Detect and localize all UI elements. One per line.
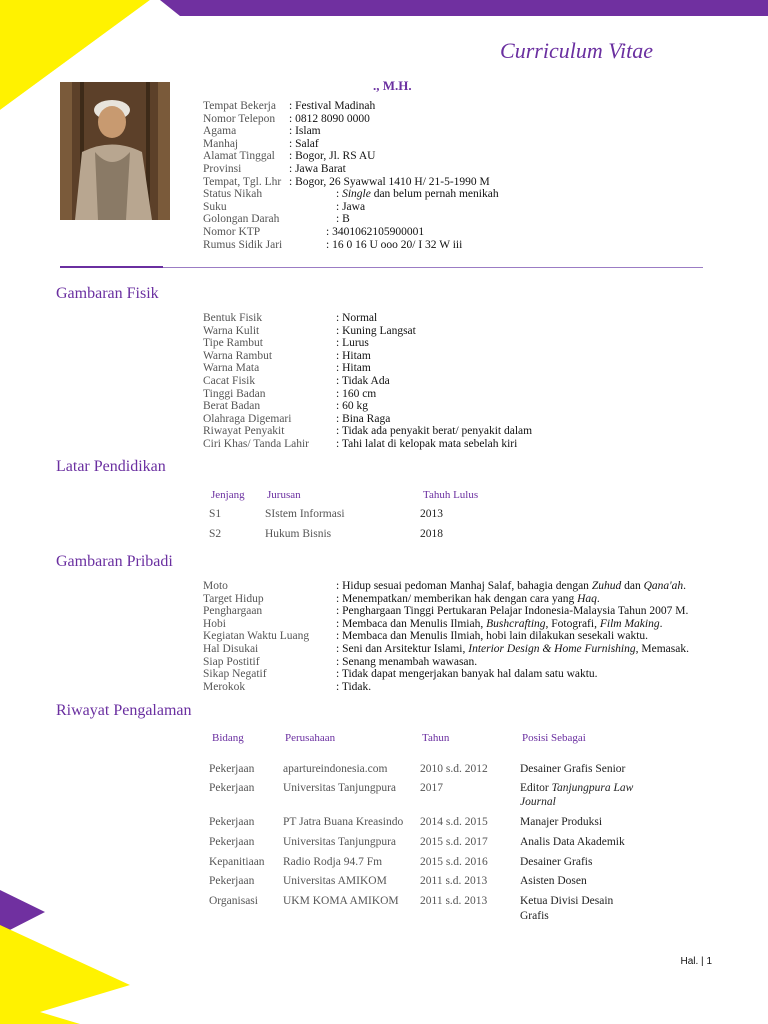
pribadi-value: : Membaca dan Menulis Ilmiah, hobi lain dilakukan sesekali waktu.	[336, 630, 649, 643]
table-cell: Universitas AMIKOM	[283, 875, 387, 887]
table-cell: Desainer Grafis Senior	[520, 763, 626, 775]
personal-label: Tempat Bekerja	[203, 100, 276, 112]
table-cell: Radio Rodja 94.7 Fm	[283, 856, 383, 868]
table-cell: 2011 s.d. 2013	[420, 875, 488, 887]
fisik-label: Bentuk Fisik	[203, 312, 263, 324]
table-cell-continued: Grafis	[520, 910, 549, 922]
section-heading-pendidikan: Latar Pendidikan	[56, 458, 166, 475]
table-cell: Ketua Divisi Desain	[520, 895, 614, 907]
table-cell: UKM KOMA AMIKOM	[283, 895, 399, 907]
personal-label: Golongan Darah	[203, 213, 280, 226]
person-name: ., M.H.	[373, 78, 412, 93]
personal-value: : Single dan belum pernah menikah	[336, 188, 499, 201]
pribadi-value: : Seni dan Arsitektur Islami, Interior Design & Home Furnishing, Memasak.	[336, 643, 689, 655]
pribadi-label: Merokok	[203, 680, 246, 693]
pribadi-value: : Membaca dan Menulis Ilmiah, Bushcrafting, Fotografi, Film Making.	[336, 617, 663, 630]
pribadi-value: : Senang menambah wawasan.	[336, 655, 478, 668]
personal-label: Provinsi	[203, 163, 242, 175]
fisik-value: : Hitam	[336, 349, 371, 362]
divider-accent	[60, 266, 163, 268]
table-header: Jenjang	[211, 489, 245, 501]
table-cell: Universitas Tanjungpura	[283, 836, 397, 848]
table-header: Jurusan	[267, 489, 301, 501]
section-heading-fisik: Gambaran Fisik	[56, 285, 159, 302]
table-cell: 2018	[420, 528, 443, 540]
pribadi-label: Target Hidup	[203, 592, 264, 605]
table-cell: 2011 s.d. 2013	[420, 895, 488, 907]
fisik-value: : 160 cm	[336, 387, 377, 400]
fisik-label: Warna Kulit	[203, 324, 260, 337]
pribadi-value: : Tidak dapat mengerjakan banyak hal dalam satu waktu.	[336, 668, 598, 681]
fisik-label: Cacat Fisik	[203, 375, 256, 387]
table-cell: Hukum Bisnis	[265, 528, 332, 540]
fisik-value: : Hitam	[336, 362, 371, 375]
table-header: Perusahaan	[285, 732, 336, 744]
personal-label: Manhaj	[203, 137, 239, 150]
fisik-label: Ciri Khas/ Tanda Lahir	[203, 438, 309, 450]
pribadi-value: : Menempatkan/ memberikan hak dengan cara yang Haq.	[336, 592, 600, 605]
personal-label: Status Nikah	[203, 188, 263, 201]
table-cell: Asisten Dosen	[520, 875, 587, 887]
page-number: Hal. | 1	[680, 956, 712, 967]
fisik-label: Berat Badan	[203, 400, 261, 413]
pribadi-label: Siap Postitif	[203, 655, 260, 668]
personal-label: Nomor KTP	[203, 226, 261, 238]
pribadi-value: : Penghargaan Tinggi Pertukaran Pelajar Indonesia-Malaysia Tahun 2007 M.	[336, 605, 689, 618]
table-cell-continued: Journal	[520, 796, 556, 808]
table-cell: 2010 s.d. 2012	[420, 763, 488, 775]
pribadi-label: Penghargaan	[203, 605, 263, 618]
table-cell: Analis Data Akademik	[520, 836, 625, 848]
personal-value: : Islam	[289, 125, 321, 138]
table-cell: Pekerjaan	[209, 875, 255, 887]
fisik-value: : Bina Raga	[336, 412, 391, 425]
fisik-label: Tipe Rambut	[203, 337, 263, 350]
fisik-value: : Tahi lalat di kelopak mata sebelah kiri	[336, 438, 518, 450]
personal-label: Rumus Sidik Jari	[203, 238, 283, 251]
personal-value: : Jawa Barat	[289, 163, 346, 175]
fisik-value: : Lurus	[336, 337, 369, 350]
personal-value: : B	[336, 213, 350, 226]
fisik-value: : Tidak ada penyakit berat/ penyakit dalam	[336, 425, 533, 438]
pribadi-label: Hal Disukai	[203, 643, 259, 655]
table-cell: apartureindonesia.com	[283, 763, 388, 775]
table-cell: Universitas Tanjungpura	[283, 782, 397, 794]
table-cell: 2014 s.d. 2015	[420, 816, 488, 828]
fisik-value: : Tidak Ada	[336, 375, 390, 387]
fisik-label: Olahraga Digemari	[203, 412, 292, 425]
personal-value: : Bogor, Jl. RS AU	[289, 150, 376, 163]
personal-value: : 16 0 16 U ooo 20/ I 32 W iii	[326, 238, 463, 251]
personal-label: Nomor Telepon	[203, 112, 276, 125]
table-cell: 2017	[420, 782, 443, 794]
personal-value: : 0812 8090 0000	[289, 112, 370, 125]
personal-label: Agama	[203, 125, 237, 138]
table-cell: SIstem Informasi	[265, 508, 345, 520]
pribadi-value: : Hidup sesuai pedoman Manhaj Salaf, bahagia dengan Zuhud dan Qana'ah.	[336, 580, 686, 592]
fisik-value: : Normal	[336, 312, 378, 324]
personal-value: : Bogor, 26 Syawwal 1410 H/ 21-5-1990 M	[289, 175, 490, 188]
table-header: Tahuh Lulus	[423, 489, 479, 501]
fisik-value: : Kuning Langsat	[336, 324, 416, 337]
table-cell: Organisasi	[209, 895, 258, 907]
fisik-label: Riwayat Penyakit	[203, 425, 285, 438]
table-header: Posisi Sebagai	[522, 732, 586, 744]
table-cell: 2015 s.d. 2016	[420, 856, 488, 868]
table-cell: Manajer Produksi	[520, 816, 603, 828]
table-cell: Editor Tanjungpura Law	[520, 782, 634, 794]
fisik-label: Warna Rambut	[203, 349, 273, 362]
fisik-label: Tinggi Badan	[203, 387, 266, 400]
table-cell: Desainer Grafis	[520, 856, 593, 868]
table-cell: Pekerjaan	[209, 836, 255, 848]
document-title: Curriculum Vitae	[500, 38, 653, 63]
table-cell: 2015 s.d. 2017	[420, 836, 488, 848]
personal-value: : Jawa	[336, 200, 366, 213]
table-cell: Pekerjaan	[209, 782, 255, 794]
personal-label: Tempat, Tgl. Lhr	[203, 175, 282, 188]
table-cell: Kepanitiaan	[209, 856, 265, 868]
pribadi-label: Kegiatan Waktu Luang	[203, 630, 310, 643]
personal-label: Suku	[203, 200, 227, 213]
table-cell: Pekerjaan	[209, 816, 255, 828]
fisik-label: Warna Mata	[203, 362, 260, 375]
table-header: Tahun	[422, 732, 450, 744]
pribadi-label: Moto	[203, 580, 228, 592]
pribadi-value: : Tidak.	[336, 680, 372, 693]
table-cell: S2	[209, 528, 222, 540]
personal-value: : 3401062105900001	[326, 226, 425, 238]
pribadi-label: Sikap Negatif	[203, 668, 267, 681]
table-header: Bidang	[212, 732, 244, 744]
profile-photo	[60, 82, 170, 220]
table-cell: S1	[209, 508, 222, 520]
table-cell: 2013	[420, 508, 443, 520]
personal-label: Alamat Tinggal	[203, 150, 275, 163]
fisik-value: : 60 kg	[336, 400, 368, 413]
section-heading-pribadi: Gambaran Pribadi	[56, 553, 173, 570]
pribadi-label: Hobi	[203, 617, 226, 630]
section-heading-pengalaman: Riwayat Pengalaman	[56, 702, 192, 719]
table-cell: Pekerjaan	[209, 763, 255, 775]
table-cell: PT Jatra Buana Kreasindo	[283, 816, 404, 828]
personal-value: : Festival Madinah	[289, 100, 376, 112]
personal-value: : Salaf	[289, 137, 319, 150]
